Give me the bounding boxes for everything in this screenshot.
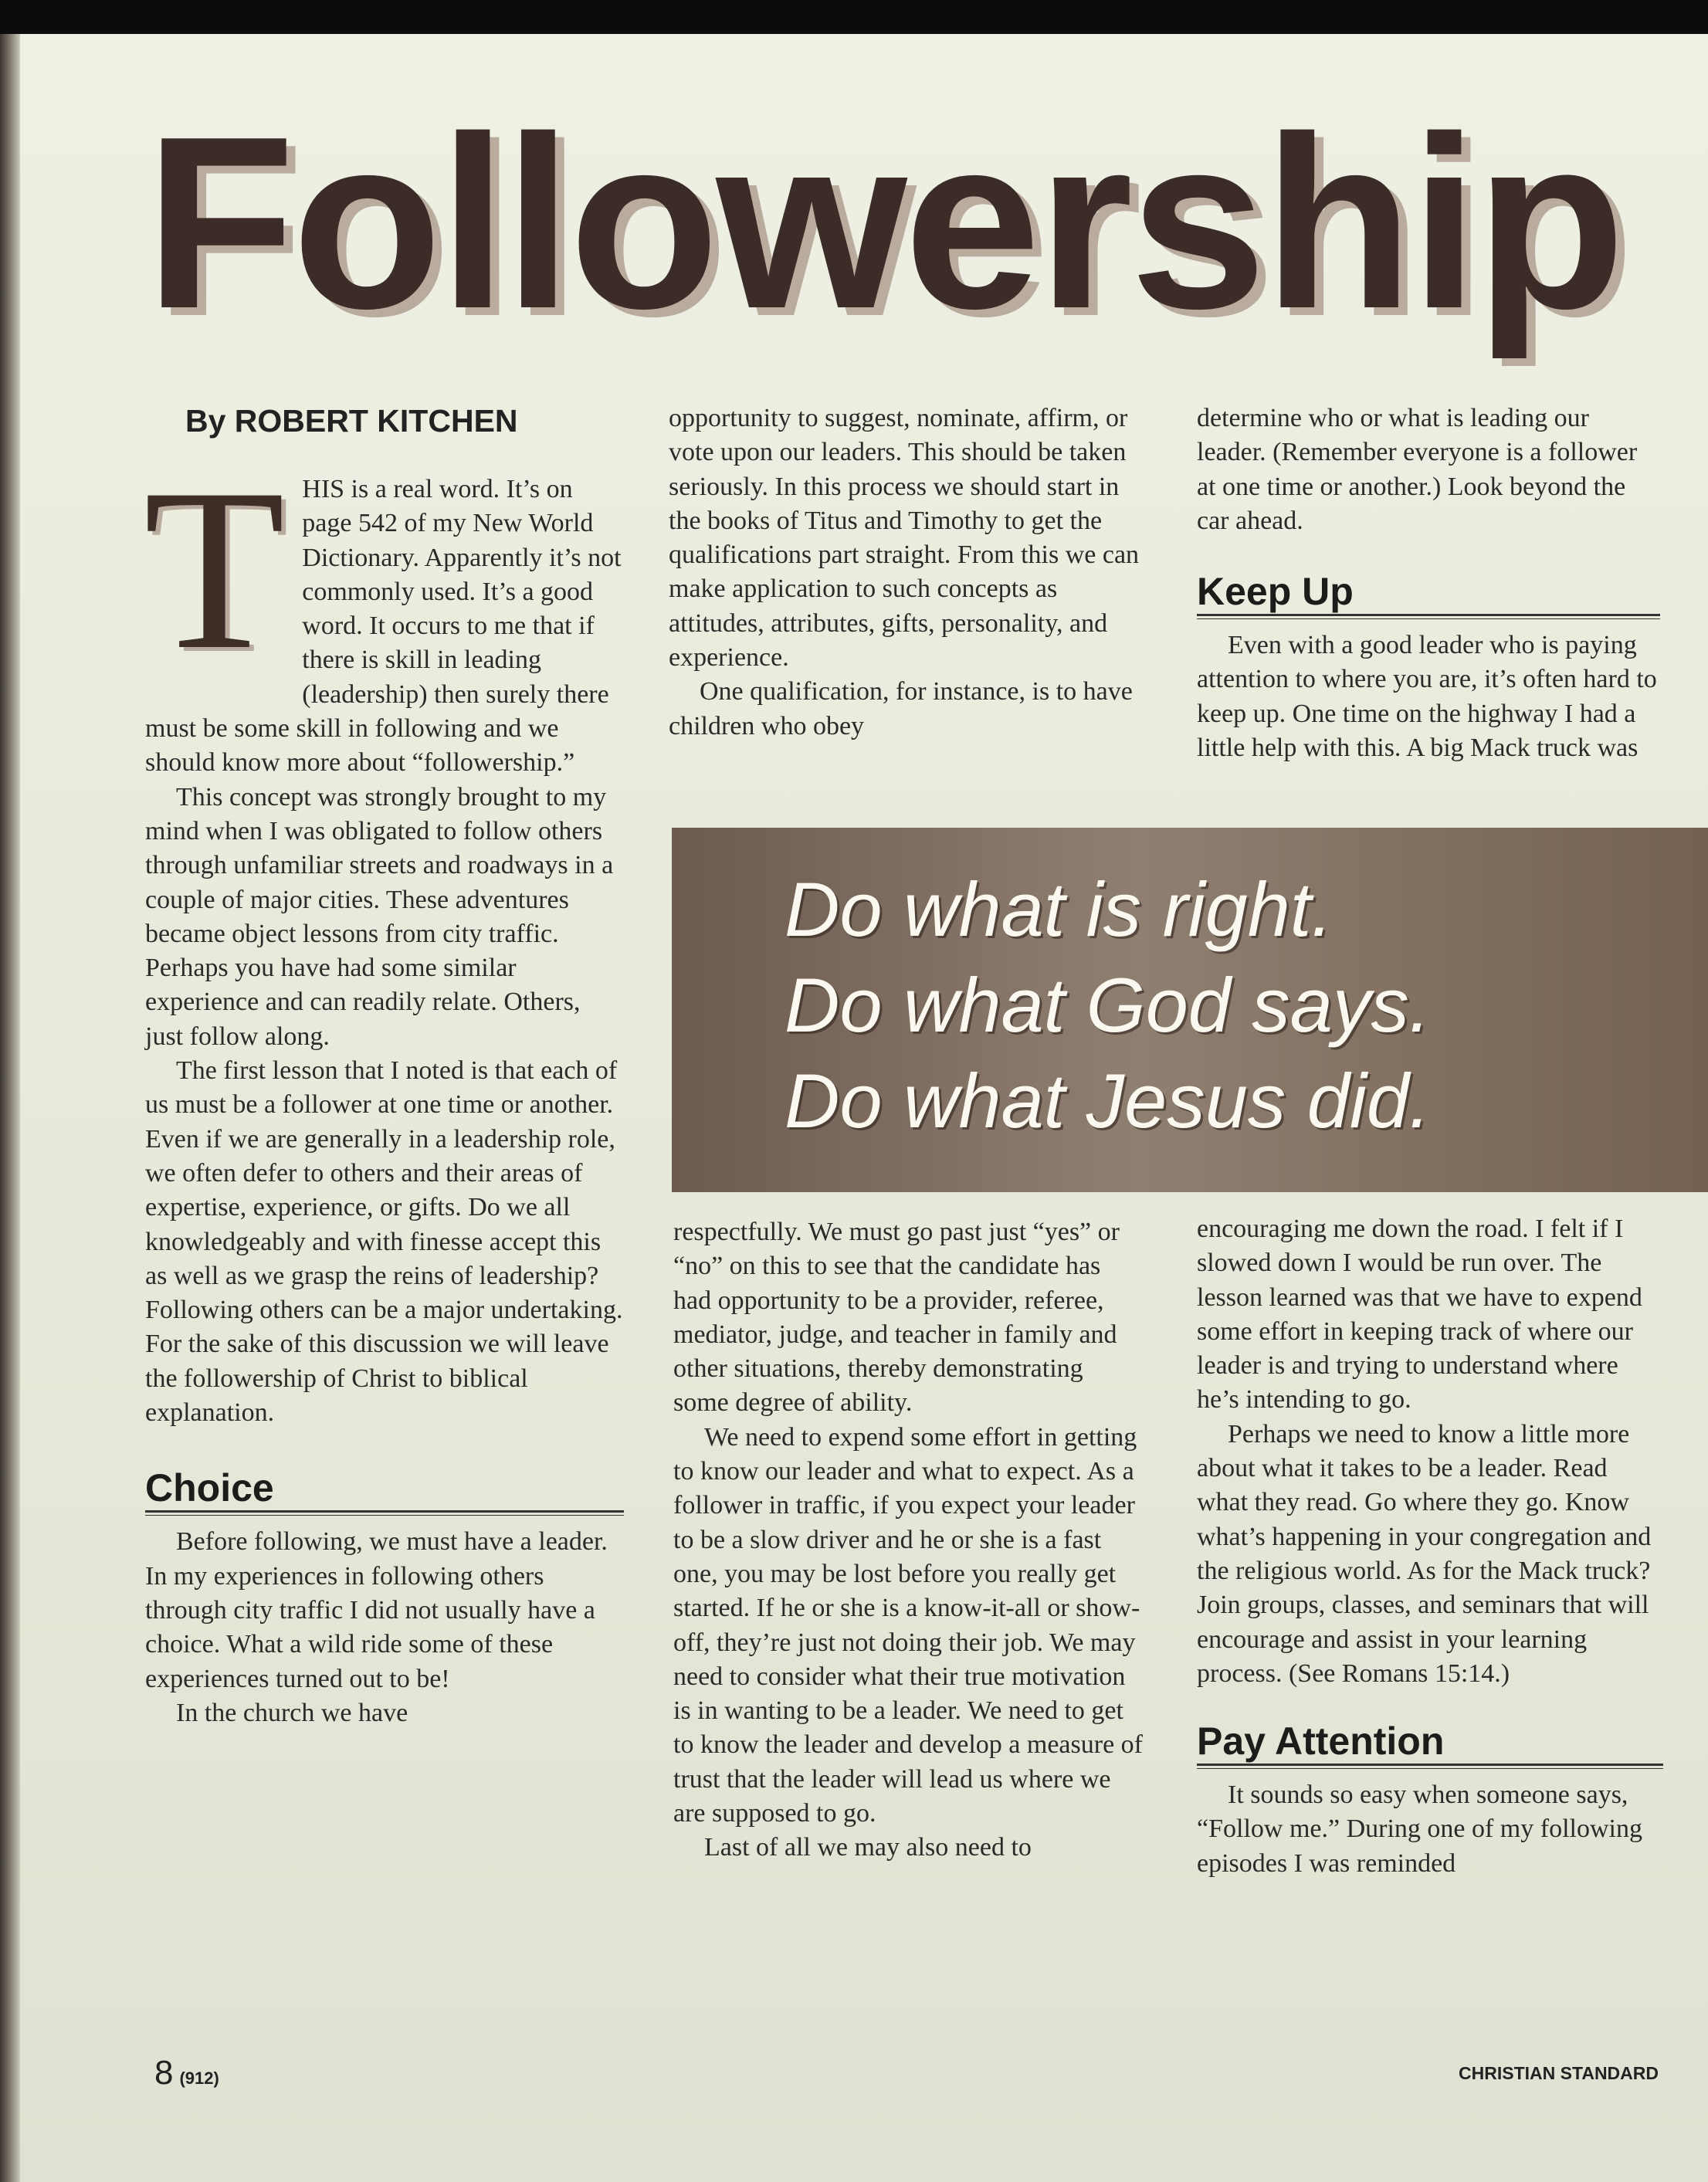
binding-shadow: [0, 34, 20, 2182]
magazine-name: CHRISTIAN STANDARD: [1459, 2063, 1659, 2083]
section-heading-pay-attention: Pay Attention: [1197, 1720, 1445, 1764]
paragraph: It sounds so easy when someone says, “Follow me.” During one of my following episodes I was reminded: [1197, 1780, 1642, 1878]
paragraph: opportunity to suggest, nominate, affirm, or vote upon our leaders. This should be taken seriously. In this process we should start in the books of Titus and Timothy to get the qualifications part straight. From this we can make application to such concepts as attitudes, attributes, gifts, personality, and experience.: [669, 404, 1140, 673]
pull-quote-line: Do what is right.: [785, 866, 1333, 952]
opening-text: HIS is a real word. It’s on page 542 of my New World Dictionary. Apparently it’s not commonly used. It’s a good word. It occurs to me that if there is skill in leading (leadership) then surely there must be some skill in following and we should know more about “followership.”: [145, 475, 622, 778]
column-3-bottom: [1197, 1212, 1663, 1881]
article-title: Followership: [145, 86, 1623, 360]
pull-quote-line: Do what God says.: [785, 962, 1431, 1048]
column-2-top: [669, 402, 1140, 744]
pull-quote-line: Do what Jesus did.: [785, 1058, 1431, 1144]
column-2-bottom: [673, 1215, 1144, 1865]
heading-rule: [145, 1510, 624, 1516]
paragraph: We need to expend some effort in getting to know our leader and what to expect. As a follower in traffic, if you expect your leader to be a slow driver and he or she is a fast one, you may be lost before you really get started. If he or she is a know-it-all or show-off, they’re just not doing their job. We may need to consider what their true motivation is in wanting to be a leader. We need to get to know the leader and develop a measure of trust that the leader will lead us where we are supposed to go.: [673, 1422, 1143, 1828]
scan-top-edge: [0, 0, 1708, 34]
paragraph: Last of all we may also need to: [704, 1833, 1032, 1862]
paragraph: Perhaps we need to know a little more about what it takes to be a leader. Read what they read. Go where they go. Know what’s happening in your congregation and the religious world. As for the Mack truck? Join groups, classes, and seminars that will encourage and assist in your learning process. (See Romans 15:14.): [1197, 1419, 1652, 1688]
page-folio: [154, 2054, 219, 2092]
opening-paragraph: [144, 441, 624, 781]
heading-rule: [1197, 614, 1660, 619]
page-number: 8: [154, 2054, 174, 2092]
paragraph: determine who or what is leading our leader. (Remember everyone is a follower at one time or another.) Look beyond the car ahead.: [1197, 404, 1638, 535]
paragraph: This concept was strongly brought to my mind when I was obligated to follow others through unfamiliar streets and roadways in a couple of major cities. These adventures became object lessons from city traffic. Perhaps you have had some similar experience and can readily relate. Others, just follow along.: [145, 782, 614, 1051]
column-3-top: [1197, 402, 1660, 765]
paragraph: Before following, we must have a leader. In my experiences in following others through city traffic I did not usually have a choice. What a wild ride some of these experiences turned out to be!: [145, 1527, 608, 1693]
paragraph: respectfully. We must go past just “yes” or “no” on this to see that the candidate has had opportunity to be a provider, referee, mediator, judge, and teacher in family and other situations, thereby demonstrating some degree of ability.: [673, 1218, 1120, 1418]
section-heading-choice: Choice: [145, 1466, 274, 1510]
issue-page-number: (912): [179, 2068, 219, 2088]
paragraph: In the church we have: [176, 1698, 408, 1727]
pull-quote: [672, 828, 1708, 1192]
heading-rule: [1197, 1764, 1663, 1769]
section-heading-keep-up: Keep Up: [1197, 570, 1354, 614]
byline: By ROBERT KITCHEN: [185, 403, 518, 439]
drop-cap: T: [144, 441, 286, 697]
paragraph: encouraging me down the road. I felt if I slowed down I would be run over. The lesson learned was that we have to expend some effort in keeping track of where our leader is and trying to understand where he’s intending to go.: [1197, 1215, 1642, 1415]
paragraph: Even with a good leader who is paying attention to where you are, it’s often hard to keep up. One time on the highway I had a little help with this. A big Mack truck was: [1197, 631, 1657, 763]
paragraph: The first lesson that I noted is that each of us must be a follower at one time or another. Even if we are generally in a leadership role, we often defer to others and their areas of expertise, experience, or gifts. Do we all knowledgeably and with finesse accept this as well as we grasp the reins of leadership? Following others can be a major undertaking. For the sake of this discussion we will leave the followership of Christ to biblical explanation.: [145, 1056, 623, 1428]
column-1: [144, 441, 624, 1730]
paragraph: One qualification, for instance, is to have children who obey: [669, 677, 1133, 740]
